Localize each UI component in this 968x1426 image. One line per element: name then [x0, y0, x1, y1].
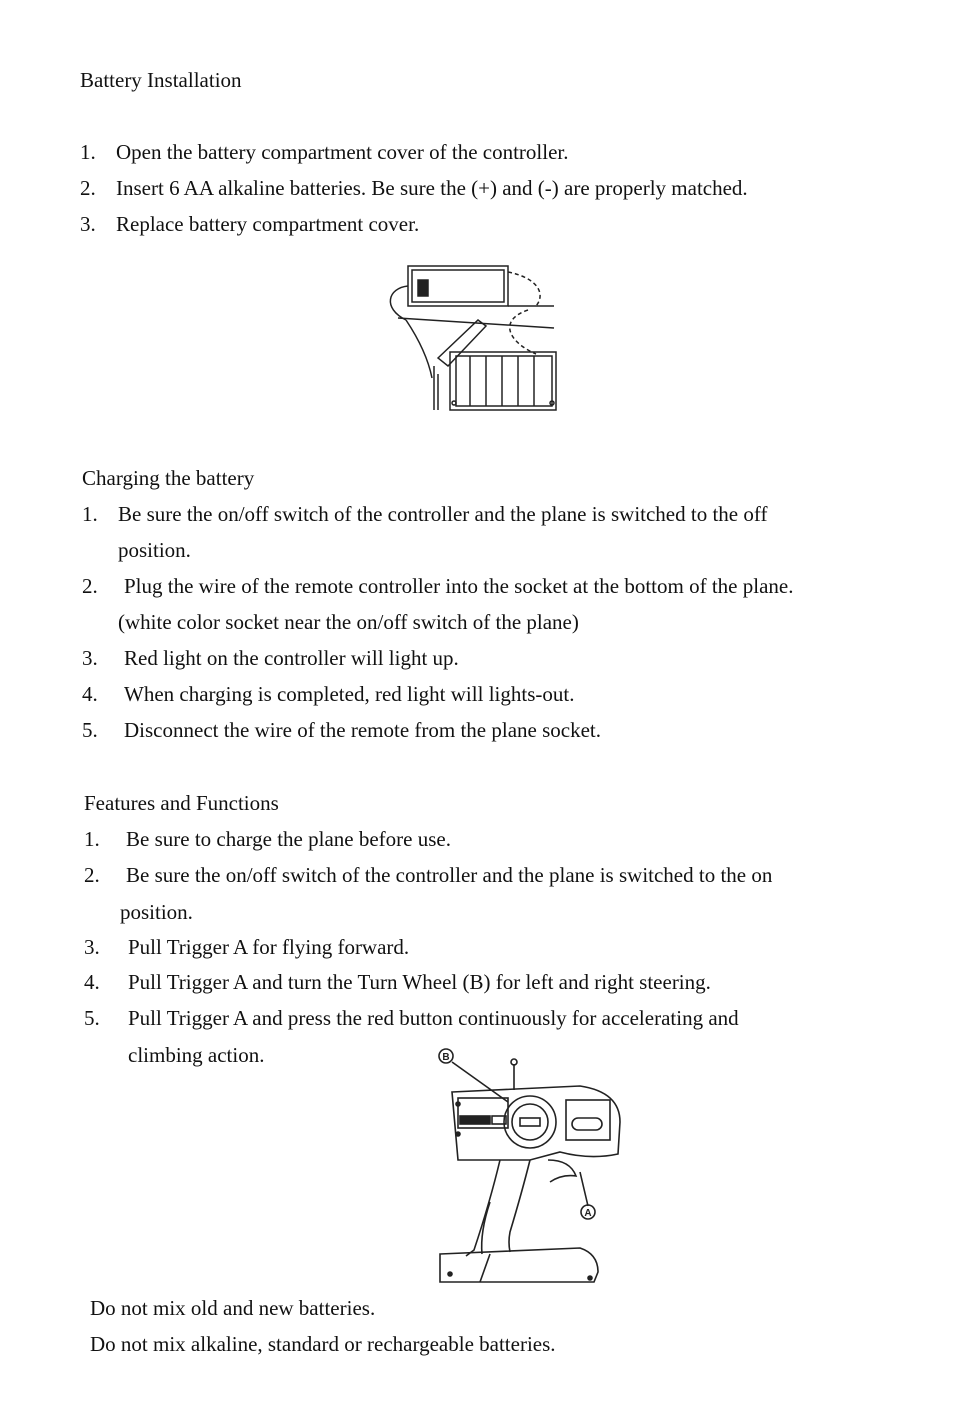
battery-step-1: Open the battery compartment cover of the controller. — [116, 140, 569, 164]
charging-step-3: Red light on the controller will light up. — [124, 646, 459, 670]
warning-1: Do not mix old and new batteries. — [90, 1296, 376, 1320]
battery-compartment-illustration — [378, 258, 578, 418]
features-step-4: Pull Trigger A and turn the Turn Wheel (B) for left and right steering. — [128, 970, 711, 994]
features-step-1-num: 1. — [84, 827, 100, 851]
features-step-2-cont: position. — [120, 900, 193, 924]
label-b: B — [442, 1052, 450, 1063]
controller-illustration — [430, 1042, 630, 1292]
features-step-5-cont: climbing action. — [128, 1043, 265, 1067]
battery-step-2: Insert 6 AA alkaline batteries. Be sure the (+) and (-) are properly matched. — [116, 176, 748, 200]
charging-step-4-num: 4. — [82, 682, 98, 706]
battery-step-2-num: 2. — [80, 176, 96, 200]
warning-2: Do not mix alkaline, standard or rechargeable batteries. — [90, 1332, 556, 1356]
features-step-2-num: 2. — [84, 863, 100, 887]
charging-step-1-cont: position. — [118, 538, 191, 562]
features-step-3: Pull Trigger A for flying forward. — [128, 935, 410, 959]
battery-heading: Battery Installation — [80, 68, 242, 92]
charging-step-5-num: 5. — [82, 718, 98, 742]
battery-step-3: Replace battery compartment cover. — [116, 212, 420, 236]
features-step-5: Pull Trigger A and press the red button continuously for accelerating and — [128, 1006, 739, 1030]
charging-step-3-num: 3. — [82, 646, 98, 670]
battery-step-1-num: 1. — [80, 140, 96, 164]
features-step-1: Be sure to charge the plane before use. — [126, 827, 451, 851]
features-heading: Features and Functions — [84, 791, 279, 815]
charging-step-2-num: 2. — [82, 574, 98, 598]
features-step-3-num: 3. — [84, 935, 100, 959]
charging-step-1-num: 1. — [82, 502, 98, 526]
charging-step-2: Plug the wire of the remote controller into the socket at the bottom of the plane. — [124, 574, 794, 598]
label-a: A — [584, 1208, 592, 1219]
charging-heading: Charging the battery — [82, 466, 255, 490]
battery-step-3-num: 3. — [80, 212, 96, 236]
charging-step-4: When charging is completed, red light will lights-out. — [124, 682, 575, 706]
charging-step-1: Be sure the on/off switch of the controller and the plane is switched to the off — [118, 502, 768, 526]
features-step-5-num: 5. — [84, 1006, 100, 1030]
charging-step-2-cont: (white color socket near the on/off switch of the plane) — [118, 610, 579, 634]
charging-step-5: Disconnect the wire of the remote from the plane socket. — [124, 718, 601, 742]
features-step-4-num: 4. — [84, 970, 100, 994]
features-step-2: Be sure the on/off switch of the controller and the plane is switched to the on — [126, 863, 773, 887]
